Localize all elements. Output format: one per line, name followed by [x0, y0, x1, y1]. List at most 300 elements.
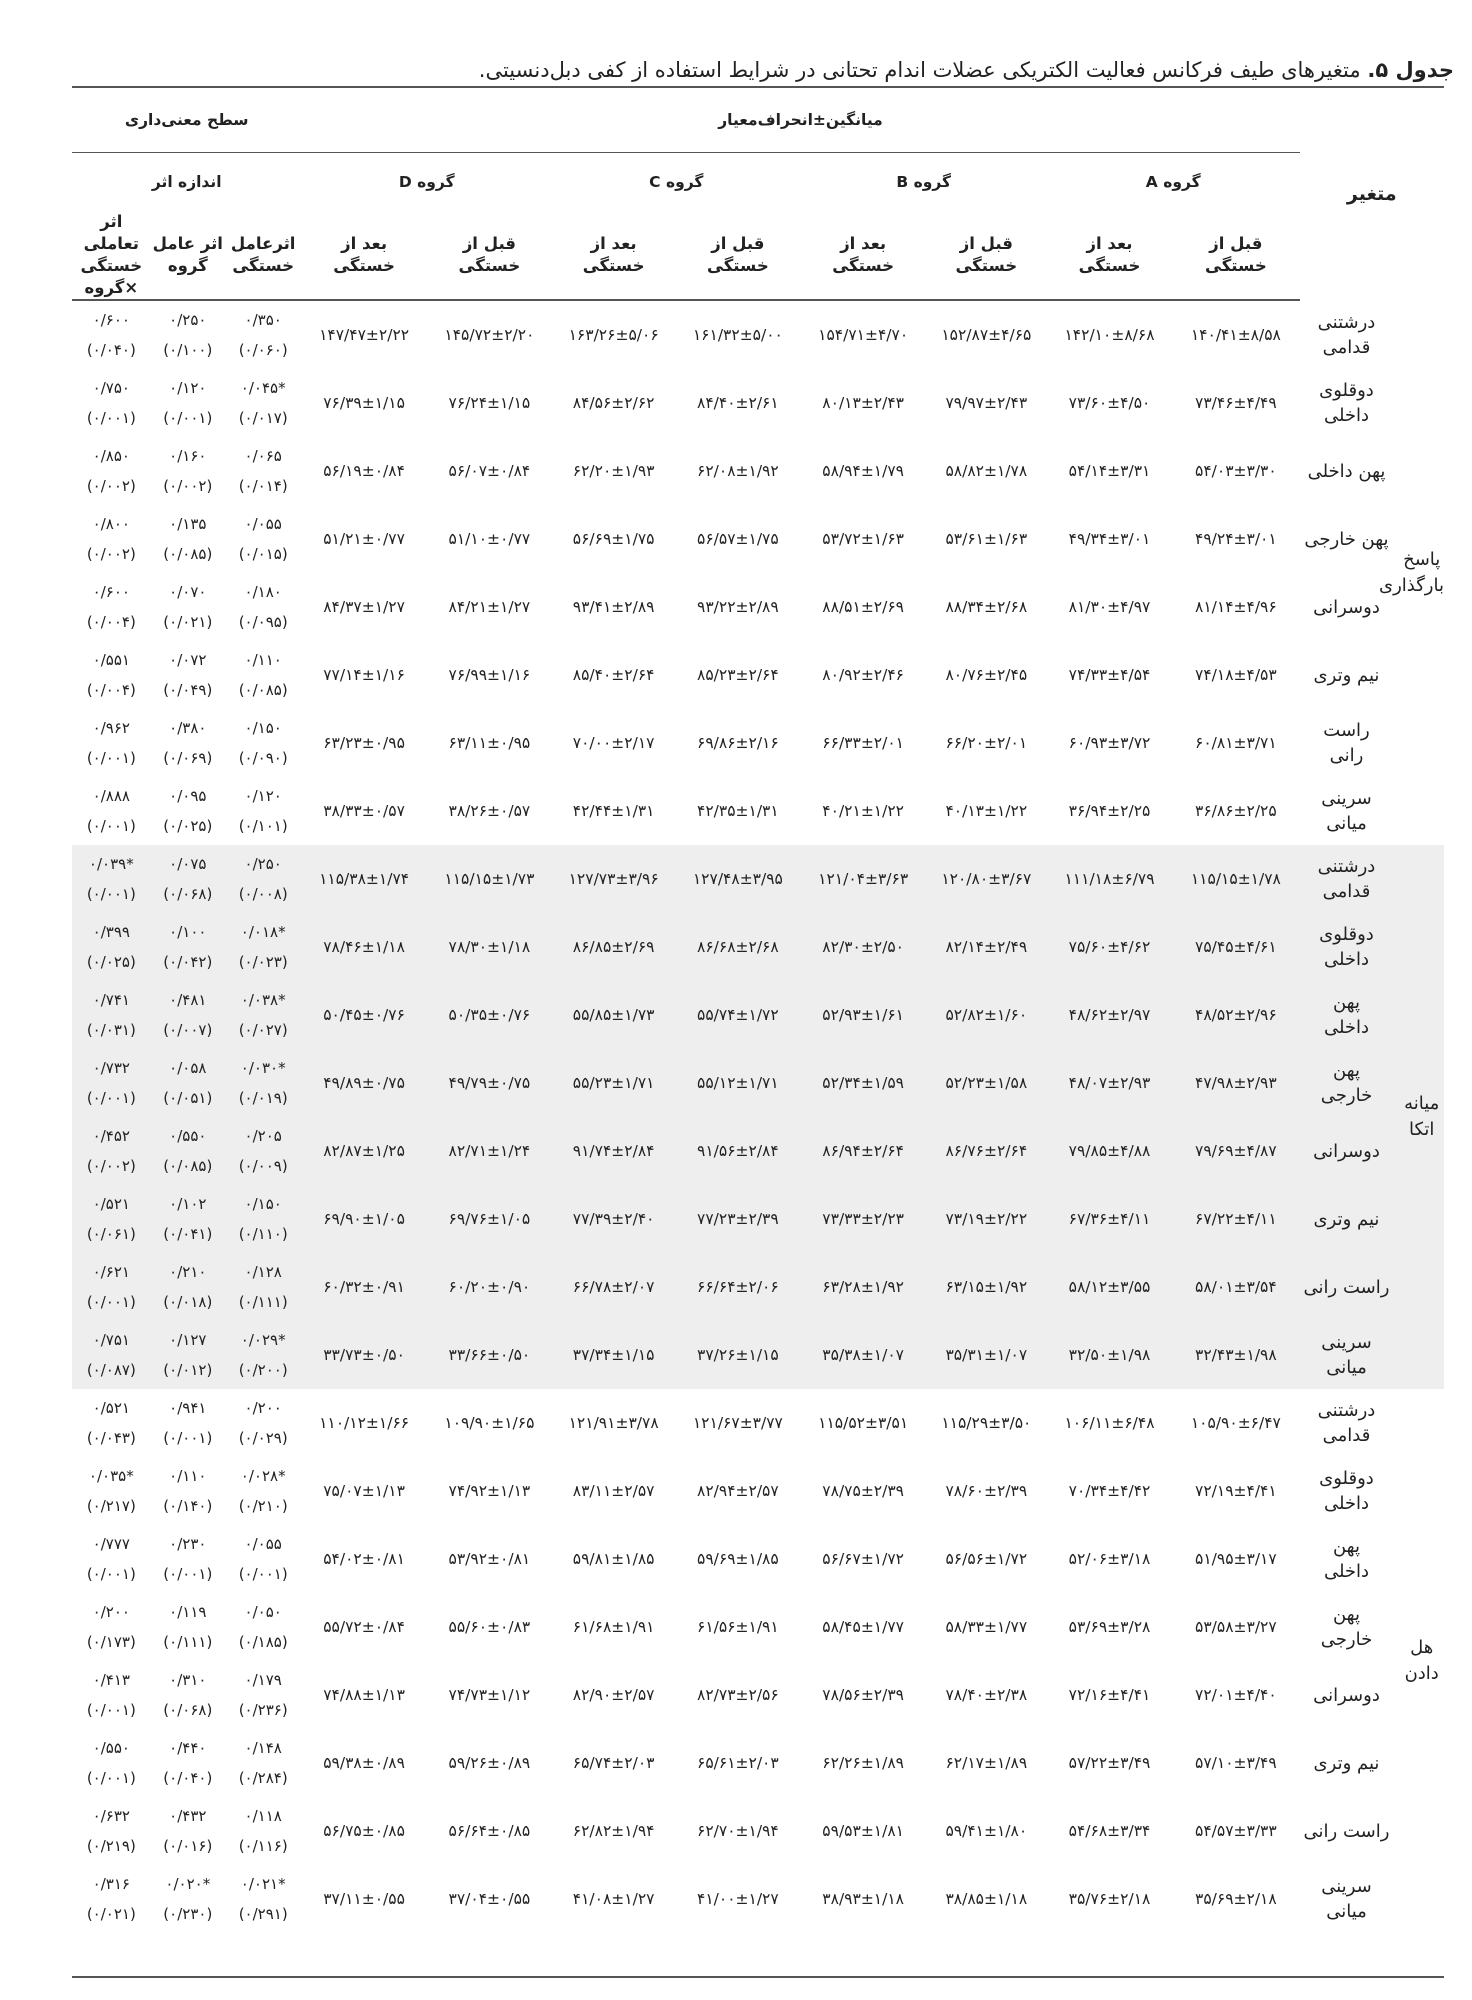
muscle-name: پهن خارجی	[1300, 505, 1400, 573]
p-value: (۰/۰۴۰)	[86, 341, 136, 359]
muscle-name: دوقلوی داخلی	[1300, 913, 1400, 981]
mean-sd-cell: ۸۲/۷۳±۲/۵۶	[675, 1661, 800, 1729]
effect-size-value: ۰/۱۵۰	[244, 719, 282, 737]
mean-sd-cell: ۶۲/۷۰±۱/۹۴	[675, 1797, 800, 1865]
mean-sd-cell: ۵۴/۶۸±۳/۳۴	[1047, 1797, 1172, 1865]
table-bottom-rule	[72, 1976, 1444, 1978]
mean-sd-cell: ۳۲/۵۰±۱/۹۸	[1047, 1321, 1172, 1389]
p-value: (۰/۰۰۷)	[163, 1021, 213, 1039]
table-row	[72, 1797, 1444, 1865]
mean-sd-cell: ۵۲/۳۴±۱/۵۹	[801, 1049, 926, 1117]
muscle-name: درشتنی قدامی	[1300, 300, 1400, 369]
header-group-a: گروه A	[1047, 153, 1300, 212]
p-value: (۰/۰۰۴)	[86, 681, 136, 699]
mean-sd-cell: ۵۰/۴۵±۰/۷۶	[301, 981, 426, 1049]
effect-size-value: ۰/۲۵۰	[169, 311, 207, 329]
p-value: (۰/۰۸۵)	[163, 1157, 213, 1175]
p-value: (۰/۰۱۴)	[238, 477, 288, 495]
p-value: (۰/۰۴۹)	[163, 681, 213, 699]
mean-sd-cell: ۱۲۱/۶۷±۳/۷۷	[675, 1389, 800, 1457]
mean-sd-cell: ۱۲۷/۷۳±۳/۹۶	[552, 845, 675, 913]
p-value: (۰/۲۰۰)	[238, 1361, 288, 1379]
mean-sd-cell: ۵۶/۱۹±۰/۸۴	[301, 437, 426, 505]
header-before-fatigue: قبل از خستگی	[427, 211, 552, 300]
effect-size-value: *۰/۰۲۹	[240, 1331, 286, 1349]
effect-size-value: ۰/۲۰۰	[244, 1399, 282, 1417]
mean-sd-cell: ۴۸/۵۲±۲/۹۶	[1172, 981, 1299, 1049]
mean-sd-cell: ۵۳/۵۸±۳/۲۷	[1172, 1593, 1299, 1661]
mean-sd-cell: ۴۱/۰۸±۱/۲۷	[552, 1865, 675, 1933]
effect-size-cell	[72, 1457, 151, 1525]
mean-sd-cell: ۷۳/۱۹±۲/۲۲	[926, 1185, 1047, 1253]
mean-sd-cell: ۵۱/۹۵±۳/۱۷	[1172, 1525, 1299, 1593]
p-value: (۰/۰۰۱)	[86, 817, 136, 835]
mean-sd-cell: ۷۸/۷۵±۲/۳۹	[801, 1457, 926, 1525]
mean-sd-cell: ۵۳/۶۱±۱/۶۳	[926, 505, 1047, 573]
effect-size-value: ۰/۲۳۰	[169, 1535, 207, 1553]
mean-sd-cell: ۴۹/۸۹±۰/۷۵	[301, 1049, 426, 1117]
effect-size-cell	[151, 1389, 225, 1457]
effect-size-value: ۰/۱۲۰	[169, 379, 207, 397]
table-caption-text: متغیرهای طیف فرکانس فعالیت الکتریکی عضلات اندام تحتانی در شرایط استفاده از کفی دبل‌دنسیتی.	[478, 58, 1368, 82]
mean-sd-cell: ۵۳/۹۲±۰/۸۱	[427, 1525, 552, 1593]
mean-sd-cell: ۶۹/۹۰±۱/۰۵	[301, 1185, 426, 1253]
table-row	[72, 1389, 1444, 1457]
p-value: (۰/۰۶۰)	[238, 341, 288, 359]
mean-sd-cell: ۵۸/۹۴±۱/۷۹	[801, 437, 926, 505]
table-row	[72, 641, 1444, 709]
header-after-fatigue: بعد از خستگی	[1047, 211, 1172, 300]
effect-size-cell	[151, 573, 225, 641]
effect-size-cell	[225, 573, 301, 641]
effect-size-value: ۰/۵۲۱	[92, 1195, 130, 1213]
mean-sd-cell: ۵۶/۶۷±۱/۷۲	[801, 1525, 926, 1593]
effect-size-cell	[151, 1117, 225, 1185]
mean-sd-cell: ۱۶۱/۳۲±۵/۰۰	[675, 300, 800, 369]
mean-sd-cell: ۵۶/۶۹±۱/۷۵	[552, 505, 675, 573]
mean-sd-cell: ۷۲/۱۹±۴/۴۱	[1172, 1457, 1299, 1525]
mean-sd-cell: ۶۲/۲۰±۱/۹۳	[552, 437, 675, 505]
mean-sd-cell: ۴۰/۱۳±۱/۲۲	[926, 777, 1047, 845]
p-value: (۰/۰۹۵)	[238, 613, 288, 631]
mean-sd-cell: ۵۳/۶۹±۳/۲۸	[1047, 1593, 1172, 1661]
mean-sd-cell: ۶۱/۶۸±۱/۹۱	[552, 1593, 675, 1661]
header-after-fatigue: بعد از خستگی	[552, 211, 675, 300]
mean-sd-cell: ۱۴۷/۴۷±۲/۲۲	[301, 300, 426, 369]
p-value: (۰/۰۰۲)	[163, 477, 213, 495]
header-group-d: گروه D	[301, 153, 552, 212]
mean-sd-cell: ۵۵/۷۴±۱/۷۲	[675, 981, 800, 1049]
effect-size-value: ۰/۷۵۰	[92, 379, 130, 397]
effect-size-value: ۰/۱۲۷	[169, 1331, 207, 1349]
mean-sd-cell: ۴۰/۲۱±۱/۲۲	[801, 777, 926, 845]
effect-size-value: *۰/۰۲۸	[240, 1467, 286, 1485]
effect-size-value: ۰/۵۲۱	[92, 1399, 130, 1417]
p-value: (۰/۰۴۳)	[86, 1429, 136, 1447]
p-value: (۰/۰۰۱)	[86, 409, 136, 427]
effect-size-cell	[225, 1661, 301, 1729]
mean-sd-cell: ۸۳/۱۱±۲/۵۷	[552, 1457, 675, 1525]
effect-size-cell	[225, 641, 301, 709]
effect-size-value: ۰/۲۵۰	[244, 855, 282, 873]
p-value: (۰/۰۰۸)	[238, 885, 288, 903]
mean-sd-cell: ۷۲/۰۱±۴/۴۰	[1172, 1661, 1299, 1729]
mean-sd-cell: ۷۷/۱۴±۱/۱۶	[301, 641, 426, 709]
table-row	[72, 300, 1444, 369]
effect-size-cell	[151, 1525, 225, 1593]
mean-sd-cell: ۷۸/۳۰±۱/۱۸	[427, 913, 552, 981]
mean-sd-cell: ۶۵/۷۴±۲/۰۳	[552, 1729, 675, 1797]
mean-sd-cell: ۴۹/۷۹±۰/۷۵	[427, 1049, 552, 1117]
mean-sd-cell: ۷۹/۶۹±۴/۸۷	[1172, 1117, 1299, 1185]
p-value: (۰/۰۱۵)	[238, 545, 288, 563]
effect-size-value: ۰/۱۰۰	[169, 923, 207, 941]
mean-sd-cell: ۷۹/۸۵±۴/۸۸	[1047, 1117, 1172, 1185]
header-interaction-effect: اثر تعاملی خستگی ×گروه	[72, 211, 151, 300]
effect-size-cell	[151, 1049, 225, 1117]
mean-sd-cell: ۷۷/۲۳±۲/۳۹	[675, 1185, 800, 1253]
effect-size-value: ۰/۸۰۰	[92, 515, 130, 533]
mean-sd-cell: ۳۷/۰۴±۰/۵۵	[427, 1865, 552, 1933]
mean-sd-cell: ۴۸/۶۲±۲/۹۷	[1047, 981, 1172, 1049]
p-value: (۰/۰۲۱)	[163, 613, 213, 631]
p-value: (۰/۰۲۵)	[86, 953, 136, 971]
effect-size-cell	[72, 369, 151, 437]
effect-size-value: ۰/۱۲۰	[244, 787, 282, 805]
p-value: (۰/۰۶۸)	[163, 1701, 213, 1719]
mean-sd-cell: ۸۴/۲۱±۱/۲۷	[427, 573, 552, 641]
table-row	[72, 1661, 1444, 1729]
mean-sd-cell: ۸۰/۷۶±۲/۴۵	[926, 641, 1047, 709]
effect-size-value: ۰/۹۴۱	[169, 1399, 207, 1417]
p-value: (۰/۰۱۷)	[238, 409, 288, 427]
mean-sd-cell: ۱۵۲/۸۷±۴/۶۵	[926, 300, 1047, 369]
mean-sd-cell: ۶۷/۲۲±۴/۱۱	[1172, 1185, 1299, 1253]
mean-sd-cell: ۱۱۵/۱۵±۱/۷۸	[1172, 845, 1299, 913]
effect-size-value: *۰/۰۲۰	[165, 1875, 211, 1893]
effect-size-cell	[151, 1457, 225, 1525]
mean-sd-cell: ۸۶/۹۴±۲/۶۴	[801, 1117, 926, 1185]
mean-sd-cell: ۷۵/۴۵±۴/۶۱	[1172, 913, 1299, 981]
header-before-fatigue: قبل از خستگی	[926, 211, 1047, 300]
p-value: (۰/۰۴۰)	[163, 1769, 213, 1787]
effect-size-value: *۰/۰۳۰	[240, 1059, 286, 1077]
mean-sd-cell: ۸۲/۸۷±۱/۲۵	[301, 1117, 426, 1185]
effect-size-cell	[72, 1185, 151, 1253]
effect-size-cell	[72, 437, 151, 505]
mean-sd-cell: ۸۶/۷۶±۲/۶۴	[926, 1117, 1047, 1185]
effect-size-value: ۰/۳۵۰	[244, 311, 282, 329]
mean-sd-cell: ۶۵/۶۱±۲/۰۳	[675, 1729, 800, 1797]
p-value: (۰/۰۰۱)	[163, 409, 213, 427]
effect-size-cell	[225, 1049, 301, 1117]
effect-size-value: ۰/۸۵۰	[92, 447, 130, 465]
table-caption	[60, 56, 1454, 84]
mean-sd-cell: ۵۸/۳۳±۱/۷۷	[926, 1593, 1047, 1661]
mean-sd-cell: ۷۴/۷۳±۱/۱۲	[427, 1661, 552, 1729]
p-value: (۰/۱۱۱)	[238, 1293, 288, 1311]
mean-sd-cell: ۴۲/۳۵±۱/۳۱	[675, 777, 800, 845]
effect-size-cell	[151, 709, 225, 777]
mean-sd-cell: ۷۳/۶۰±۴/۵۰	[1047, 369, 1172, 437]
header-after-fatigue: بعد از خستگی	[301, 211, 426, 300]
muscle-name: راست رانی	[1300, 709, 1400, 777]
mean-sd-cell: ۳۵/۳۸±۱/۰۷	[801, 1321, 926, 1389]
muscle-name: دوقلوی داخلی	[1300, 1457, 1400, 1525]
mean-sd-cell: ۶۰/۲۰±۰/۹۰	[427, 1253, 552, 1321]
mean-sd-cell: ۸۶/۸۵±۲/۶۹	[552, 913, 675, 981]
mean-sd-cell: ۱۰۵/۹۰±۶/۴۷	[1172, 1389, 1299, 1457]
muscle-name: پهن خارجی	[1300, 1049, 1400, 1117]
mean-sd-cell: ۷۴/۹۲±۱/۱۳	[427, 1457, 552, 1525]
mean-sd-cell: ۹۱/۷۴±۲/۸۴	[552, 1117, 675, 1185]
effect-size-cell	[225, 913, 301, 981]
p-value: (۰/۲۱۷)	[86, 1497, 136, 1515]
p-value: (۰/۰۵۱)	[163, 1089, 213, 1107]
table-row	[72, 913, 1444, 981]
mean-sd-cell: ۴۹/۲۴±۳/۰۱	[1172, 505, 1299, 573]
mean-sd-cell: ۱۲۰/۸۰±۳/۶۷	[926, 845, 1047, 913]
effect-size-value: ۰/۱۱۰	[169, 1467, 207, 1485]
mean-sd-cell: ۶۳/۲۳±۰/۹۵	[301, 709, 426, 777]
mean-sd-cell: ۵۴/۰۲±۰/۸۱	[301, 1525, 426, 1593]
mean-sd-cell: ۵۶/۵۷±۱/۷۵	[675, 505, 800, 573]
mean-sd-cell: ۹۱/۵۶±۲/۸۴	[675, 1117, 800, 1185]
effect-size-value: ۰/۳۱۰	[169, 1671, 207, 1689]
effect-size-cell	[151, 777, 225, 845]
p-value: (۰/۲۹۱)	[238, 1905, 288, 1923]
effect-size-value: ۰/۱۲۸	[244, 1263, 282, 1281]
mean-sd-cell: ۵۱/۲۱±۰/۷۷	[301, 505, 426, 573]
mean-sd-cell: ۵۶/۰۷±۰/۸۴	[427, 437, 552, 505]
effect-size-cell	[225, 1185, 301, 1253]
mean-sd-cell: ۸۲/۳۰±۲/۵۰	[801, 913, 926, 981]
p-value: (۰/۰۰۱)	[163, 1429, 213, 1447]
mean-sd-cell: ۱۵۴/۷۱±۴/۷۰	[801, 300, 926, 369]
muscle-name: نیم وتری	[1300, 1185, 1400, 1253]
p-value: (۰/۰۰۱)	[86, 1701, 136, 1719]
effect-size-cell	[151, 1185, 225, 1253]
mean-sd-cell: ۵۲/۹۳±۱/۶۱	[801, 981, 926, 1049]
mean-sd-cell: ۷۶/۹۹±۱/۱۶	[427, 641, 552, 709]
effect-size-value: *۰/۰۳۸	[240, 991, 286, 1009]
effect-size-cell	[225, 981, 301, 1049]
mean-sd-cell: ۱۴۰/۴۱±۸/۵۸	[1172, 300, 1299, 369]
section-label: میانه اتکا	[1399, 845, 1444, 1389]
header-before-fatigue: قبل از خستگی	[675, 211, 800, 300]
effect-size-value: ۰/۵۵۰	[169, 1127, 207, 1145]
effect-size-value: ۰/۷۴۱	[92, 991, 130, 1009]
effect-size-value: ۰/۱۱۸	[244, 1807, 282, 1825]
mean-sd-cell: ۷۲/۱۶±۴/۴۱	[1047, 1661, 1172, 1729]
effect-size-cell	[225, 1729, 301, 1797]
muscle-name: سرینی میانی	[1300, 777, 1400, 845]
effect-size-cell	[225, 1457, 301, 1525]
mean-sd-cell: ۸۸/۳۴±۲/۶۸	[926, 573, 1047, 641]
p-value: (۰/۱۴۰)	[163, 1497, 213, 1515]
table-row	[72, 1185, 1444, 1253]
effect-size-value: ۰/۸۸۸	[92, 787, 130, 805]
mean-sd-cell: ۵۸/۴۵±۱/۷۷	[801, 1593, 926, 1661]
effect-size-cell	[225, 1865, 301, 1933]
mean-sd-cell: ۷۸/۶۰±۲/۳۹	[926, 1457, 1047, 1525]
mean-sd-cell: ۵۸/۸۲±۱/۷۸	[926, 437, 1047, 505]
effect-size-cell	[225, 845, 301, 913]
mean-sd-cell: ۷۶/۳۹±۱/۱۵	[301, 369, 426, 437]
p-value: (۰/۰۰۲)	[86, 1157, 136, 1175]
mean-sd-cell: ۶۰/۸۱±۳/۷۱	[1172, 709, 1299, 777]
mean-sd-cell: ۷۰/۰۰±۲/۱۷	[552, 709, 675, 777]
mean-sd-cell: ۳۵/۷۶±۲/۱۸	[1047, 1865, 1172, 1933]
mean-sd-cell: ۸۶/۶۸±۲/۶۸	[675, 913, 800, 981]
effect-size-cell	[225, 1117, 301, 1185]
p-value: (۰/۰۲۵)	[163, 817, 213, 835]
effect-size-cell	[151, 505, 225, 573]
table-row	[72, 573, 1444, 641]
p-value: (۰/۰۲۳)	[238, 953, 288, 971]
mean-sd-cell: ۶۹/۸۶±۲/۱۶	[675, 709, 800, 777]
p-value: (۰/۲۱۹)	[86, 1837, 136, 1855]
p-value: (۰/۲۸۴)	[238, 1769, 288, 1787]
effect-size-value: ۰/۴۳۲	[169, 1807, 207, 1825]
mean-sd-cell: ۳۳/۶۶±۰/۵۰	[427, 1321, 552, 1389]
mean-sd-cell: ۷۸/۴۶±۱/۱۸	[301, 913, 426, 981]
effect-size-cell	[151, 1253, 225, 1321]
mean-sd-cell: ۵۲/۰۶±۳/۱۸	[1047, 1525, 1172, 1593]
effect-size-cell	[72, 573, 151, 641]
mean-sd-cell: ۵۴/۵۷±۳/۳۳	[1172, 1797, 1299, 1865]
mean-sd-cell: ۳۸/۳۳±۰/۵۷	[301, 777, 426, 845]
mean-sd-cell: ۳۵/۶۹±۲/۱۸	[1172, 1865, 1299, 1933]
effect-size-value: ۰/۶۰۰	[92, 311, 130, 329]
mean-sd-cell: ۶۳/۱۱±۰/۹۵	[427, 709, 552, 777]
mean-sd-cell: ۱۲۱/۹۱±۳/۷۸	[552, 1389, 675, 1457]
mean-sd-cell: ۱۱۵/۲۹±۳/۵۰	[926, 1389, 1047, 1457]
mean-sd-cell: ۱۰۹/۹۰±۱/۶۵	[427, 1389, 552, 1457]
p-value: (۰/۱۰۱)	[238, 817, 288, 835]
effect-size-value: ۰/۲۱۰	[169, 1263, 207, 1281]
effect-size-value: ۰/۶۳۲	[92, 1807, 130, 1825]
effect-size-cell	[72, 777, 151, 845]
effect-size-value: ۰/۰۵۰	[244, 1603, 282, 1621]
mean-sd-cell: ۷۴/۸۸±۱/۱۳	[301, 1661, 426, 1729]
mean-sd-cell: ۹۳/۲۲±۲/۸۹	[675, 573, 800, 641]
effect-size-value: ۰/۰۹۵	[169, 787, 207, 805]
mean-sd-cell: ۸۴/۳۷±۱/۲۷	[301, 573, 426, 641]
effect-size-cell	[72, 1389, 151, 1457]
p-value: (۰/۲۱۰)	[238, 1497, 288, 1515]
p-value: (۰/۰۲۷)	[238, 1021, 288, 1039]
header-effect-size: اندازه اثر	[72, 153, 301, 212]
mean-sd-cell: ۵۴/۰۳±۳/۳۰	[1172, 437, 1299, 505]
effect-size-value: *۰/۰۲۱	[240, 1875, 286, 1893]
p-value: (۰/۰۰۱)	[86, 1089, 136, 1107]
effect-size-cell	[151, 981, 225, 1049]
p-value: (۰/۰۱۶)	[163, 1837, 213, 1855]
effect-size-value: ۰/۰۵۵	[244, 1535, 282, 1553]
mean-sd-cell: ۶۶/۶۴±۲/۰۶	[675, 1253, 800, 1321]
effect-size-value: *۰/۰۱۸	[240, 923, 286, 941]
mean-sd-cell: ۵۵/۲۳±۱/۷۱	[552, 1049, 675, 1117]
p-value: (۰/۰۲۹)	[238, 1429, 288, 1447]
effect-size-value: ۰/۱۷۹	[244, 1671, 282, 1689]
muscle-name: پهن داخلی	[1300, 1525, 1400, 1593]
mean-sd-cell: ۶۰/۹۳±۳/۷۲	[1047, 709, 1172, 777]
mean-sd-cell: ۳۸/۲۶±۰/۵۷	[427, 777, 552, 845]
mean-sd-cell: ۷۶/۲۴±۱/۱۵	[427, 369, 552, 437]
effect-size-value: ۰/۷۷۷	[92, 1535, 130, 1553]
mean-sd-cell: ۷۴/۳۳±۴/۵۴	[1047, 641, 1172, 709]
mean-sd-cell: ۸۴/۴۰±۲/۶۱	[675, 369, 800, 437]
table-row	[72, 777, 1444, 845]
mean-sd-cell: ۵۹/۳۸±۰/۸۹	[301, 1729, 426, 1797]
mean-sd-cell: ۶۱/۵۶±۱/۹۱	[675, 1593, 800, 1661]
mean-sd-cell: ۶۳/۱۵±۱/۹۲	[926, 1253, 1047, 1321]
mean-sd-cell: ۴۱/۰۰±۱/۲۷	[675, 1865, 800, 1933]
mean-sd-cell: ۳۵/۳۱±۱/۰۷	[926, 1321, 1047, 1389]
mean-sd-cell: ۶۲/۲۶±۱/۸۹	[801, 1729, 926, 1797]
effect-size-cell	[151, 1661, 225, 1729]
effect-size-cell	[72, 1253, 151, 1321]
mean-sd-cell: ۸۲/۱۴±۲/۴۹	[926, 913, 1047, 981]
effect-size-cell	[225, 1253, 301, 1321]
p-value: (۰/۰۲۱)	[86, 1905, 136, 1923]
mean-sd-cell: ۵۴/۱۴±۳/۳۱	[1047, 437, 1172, 505]
p-value: (۰/۲۳۶)	[238, 1701, 288, 1719]
mean-sd-cell: ۷۴/۱۸±۴/۵۳	[1172, 641, 1299, 709]
p-value: (۰/۰۰۱)	[86, 1293, 136, 1311]
table-row	[72, 1321, 1444, 1389]
effect-size-cell	[72, 1525, 151, 1593]
effect-size-cell	[225, 709, 301, 777]
mean-sd-cell: ۱۱۵/۳۸±۱/۷۴	[301, 845, 426, 913]
mean-sd-cell: ۸۲/۹۰±۲/۵۷	[552, 1661, 675, 1729]
mean-sd-cell: ۶۲/۰۸±۱/۹۲	[675, 437, 800, 505]
table-row	[72, 981, 1444, 1049]
mean-sd-cell: ۵۳/۷۲±۱/۶۳	[801, 505, 926, 573]
effect-size-cell	[72, 709, 151, 777]
effect-size-cell	[225, 1797, 301, 1865]
mean-sd-cell: ۵۷/۱۰±۳/۴۹	[1172, 1729, 1299, 1797]
mean-sd-cell: ۵۲/۲۳±۱/۵۸	[926, 1049, 1047, 1117]
effect-size-cell	[72, 845, 151, 913]
mean-sd-cell: ۱۱۵/۵۲±۳/۵۱	[801, 1389, 926, 1457]
mean-sd-cell: ۵۹/۸۱±۱/۸۵	[552, 1525, 675, 1593]
effect-size-value: ۰/۰۶۵	[244, 447, 282, 465]
mean-sd-cell: ۱۲۷/۴۸±۳/۹۵	[675, 845, 800, 913]
effect-size-value: ۰/۱۸۰	[244, 583, 282, 601]
table-row	[72, 1865, 1444, 1933]
effect-size-cell	[72, 981, 151, 1049]
effect-size-value: ۰/۱۵۰	[244, 1195, 282, 1213]
muscle-name: پهن خارجی	[1300, 1593, 1400, 1661]
effect-size-cell	[72, 1593, 151, 1661]
mean-sd-cell: ۷۳/۳۳±۲/۲۳	[801, 1185, 926, 1253]
mean-sd-cell: ۷۵/۰۷±۱/۱۳	[301, 1457, 426, 1525]
mean-sd-cell: ۵۸/۰۱±۳/۵۴	[1172, 1253, 1299, 1321]
table-row	[72, 437, 1444, 505]
muscle-name: دوسرانی	[1300, 1117, 1400, 1185]
effect-size-value: ۰/۱۱۰	[244, 651, 282, 669]
effect-size-value: ۰/۶۰۰	[92, 583, 130, 601]
mean-sd-cell: ۸۴/۵۶±۲/۶۲	[552, 369, 675, 437]
mean-sd-cell: ۷۹/۹۷±۲/۴۳	[926, 369, 1047, 437]
effect-size-cell	[72, 505, 151, 573]
mean-sd-cell: ۷۵/۶۰±۴/۶۲	[1047, 913, 1172, 981]
effect-size-cell	[151, 1729, 225, 1797]
mean-sd-cell: ۴۷/۹۸±۲/۹۳	[1172, 1049, 1299, 1117]
effect-size-cell	[151, 641, 225, 709]
